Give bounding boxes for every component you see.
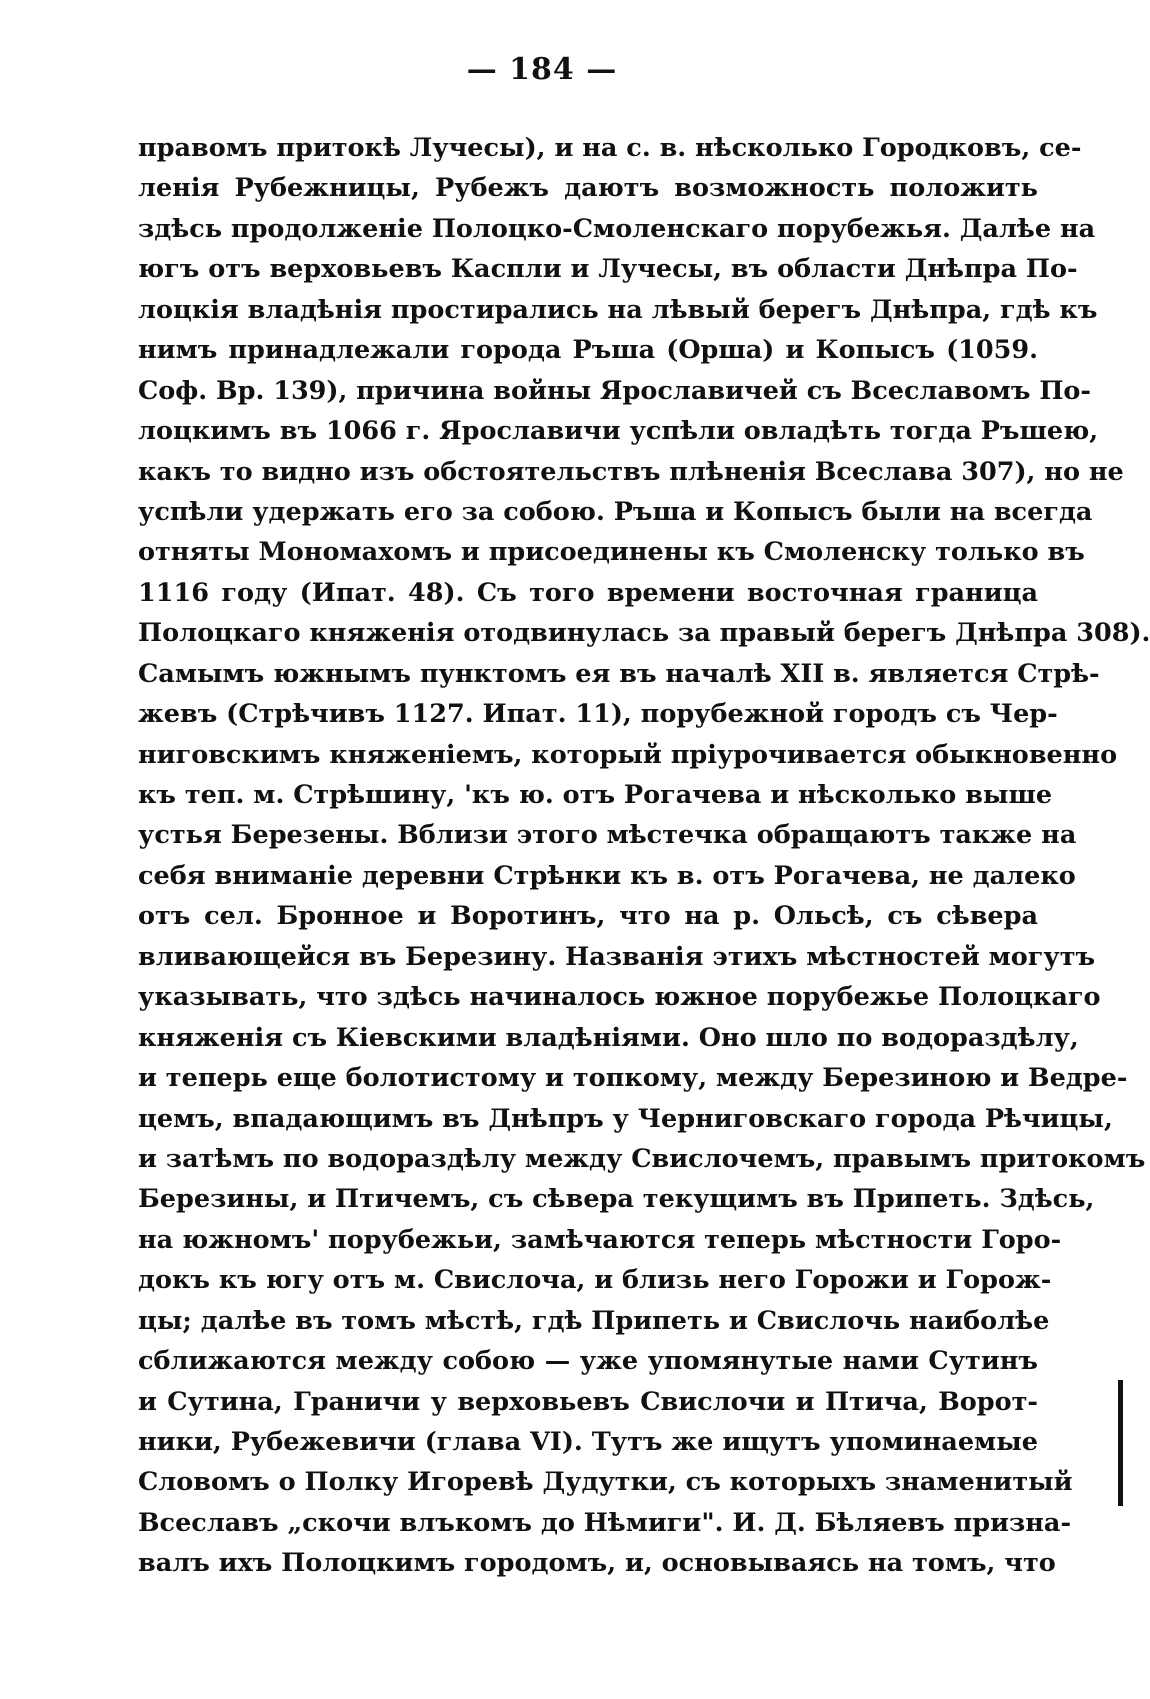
text-line: жевъ (Стрѣчивъ 1127. Ипат. 11), порубежной городъ съ Чер- (138, 699, 1058, 730)
text-line: на южномъ' порубежьи, замѣчаются теперь мѣстности Горо- (138, 1224, 1062, 1255)
text-line: Словомъ о Полку Игоревѣ Дудутки, съ которыхъ знаменитый (138, 1467, 1073, 1498)
margin-scan-mark (1118, 1380, 1123, 1506)
text-line: югъ отъ верховьевъ Каспли и Лучесы, въ области Днѣпра По- (138, 254, 1078, 285)
text-line: и затѣмъ по водораздѣлу между Свислочемъ, правымъ притокомъ (138, 1143, 1146, 1174)
text-line: Соф. Вр. 139), причина войны Ярославичей съ Всеславомъ По- (138, 375, 1091, 406)
text-line: отъ сел. Бронное и Воротинъ, что на р. Ольсѣ, съ сѣвера (138, 901, 1038, 932)
text-line: 1116 году (Ипат. 48). Съ того времени восточная граница (138, 577, 1038, 608)
text-line: успѣли удержать его за собою. Ръша и Копысъ были на всегда (138, 496, 1093, 527)
text-line: здѣсь продолженіе Полоцко-Смоленскаго порубежья. Далѣе на (138, 213, 1096, 244)
text-line: княженія съ Кіевскими владѣніями. Оно шло по водораздѣлу, (138, 1022, 1079, 1053)
text-line: ники, Рубежевичи (глава VI). Тутъ же ищутъ упоминаемые (138, 1427, 1038, 1457)
text-line: лоцкія владѣнія простирались на лѣвый берегъ Днѣпра, гдѣ къ (138, 294, 1098, 325)
text-line: вливающейся въ Березину. Названія этихъ мѣстностей могутъ (138, 941, 1096, 972)
text-line: ниговскимъ княженіемъ, который пріурочивается обыкновенно (138, 739, 1118, 770)
text-line: докъ къ югу отъ м. Свислоча, и близь него Горожи и Горож- (138, 1265, 1052, 1296)
text-line: устья Березены. Вблизи этого мѣстечка обращаютъ также на (138, 820, 1077, 851)
text-line: къ теп. м. Стрѣшину, 'къ ю. отъ Рогачева и нѣсколько выше (138, 780, 1053, 810)
text-line: какъ то видно изъ обстоятельствъ плѣненія Всеслава 307), но не (138, 456, 1124, 487)
text-line: правомъ притокѣ Лучесы), и на с. в. нѣсколько Городковъ, се- (138, 133, 1082, 163)
text-line: цы; далѣе въ томъ мѣстѣ, гдѣ Припеть и Свислочь наиболѣе (138, 1305, 1050, 1336)
text-line: сближаются между собою — уже упомянутые нами Сутинъ (138, 1346, 1038, 1377)
text-line: и теперь еще болотистому и топкому, между Березиною и Ведре- (138, 1063, 1128, 1094)
text-line: себя вниманіе деревни Стрѣнки къ в. отъ Рогачева, не далеко (138, 860, 1076, 891)
text-line: Самымъ южнымъ пунктомъ ея въ началѣ XII в. является Стрѣ- (138, 658, 1100, 689)
page-number: — 184 — (466, 52, 618, 87)
body-text (138, 128, 1150, 1584)
text-line: Березины, и Птичемъ, съ сѣвера текущимъ въ Припеть. Здѣсь, (138, 1184, 1095, 1215)
text-line: лоцкимъ въ 1066 г. Ярославичи успѣли овладѣть тогда Ръшею, (138, 416, 1099, 447)
text-line: ленія Рубежницы, Рубежъ даютъ возможность положить (138, 173, 1038, 204)
text-line: отняты Мономахомъ и присоединены къ Смоленску только въ (138, 537, 1085, 568)
text-line: валъ ихъ Полоцкимъ городомъ, и, основываясь на томъ, что (138, 1548, 1056, 1579)
text-line: Полоцкаго княженія отодвинулась за правый берегъ Днѣпра 308). (138, 618, 1150, 649)
text-line: указывать, что здѣсь начиналось южное порубежье Полоцкаго (138, 982, 1101, 1013)
text-line: нимъ принадлежали города Ръша (Орша) и Копысъ (1059. (138, 335, 1038, 366)
text-line: цемъ, впадающимъ въ Днѣпръ у Черниговскаго города Рѣчицы, (138, 1103, 1113, 1134)
text-line: и Сутина, Граничи у верховьевъ Свислочи и Птича, Ворот- (138, 1386, 1038, 1417)
text-line: Всеславъ „скочи влъкомъ до Нѣмиги". И. Д. Бѣляевъ призна- (138, 1507, 1072, 1538)
